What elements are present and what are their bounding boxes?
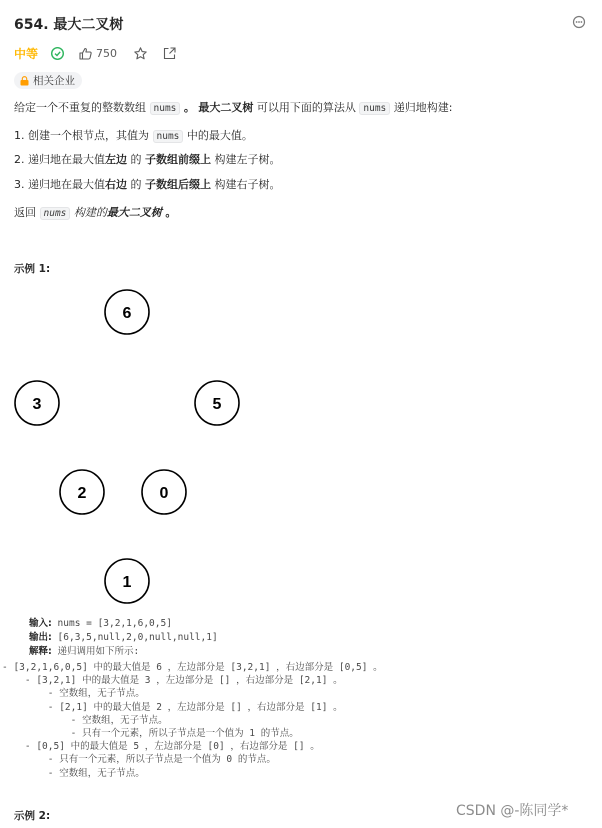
- tree-node-label: 0: [159, 485, 169, 502]
- output-line: 输出: [6,3,5,null,2,0,null,null,1]: [29, 632, 218, 643]
- explain-line: 解释: 递归调用如下所示:: [29, 646, 140, 657]
- explain-line-item: - [3,2,1,6,0,5] 中的最大值是 6 ，左边部分是 [3,2,1] ，右边部分是 [0,5] 。: [2, 662, 383, 673]
- meta-row: [14, 44, 177, 62]
- lock-icon: [20, 76, 29, 86]
- inline-code: nums: [359, 102, 390, 115]
- thumbs-up-icon: [78, 46, 93, 61]
- tree-node-label: 5: [212, 396, 222, 413]
- problem-title: 654. 最大二叉树: [14, 17, 124, 33]
- explain-line-item: - [2,1] 中的最大值是 2 ，左边部分是 [] ，右边部分是 [1] 。: [2, 701, 343, 713]
- explain-line-item: - 空数组，无子节点。: [2, 688, 145, 700]
- tree-node-label: 1: [122, 574, 132, 591]
- more-options-icon[interactable]: [572, 15, 586, 29]
- example-1-label: 示例 1:: [14, 263, 51, 275]
- inline-code: nums: [150, 102, 181, 115]
- explain-line-item: - [0,5] 中的最大值是 5 ，左边部分是 [0] ，右边部分是 [] 。: [2, 741, 320, 753]
- tag-label: 相关企业: [33, 75, 75, 87]
- related-companies-tag[interactable]: [14, 72, 82, 89]
- explain-line-item: - 空数组，无子节点。: [2, 714, 168, 726]
- tree-node-label: 3: [32, 396, 42, 413]
- step-3: 3. 递归地在最大值右边 的 子数组后缀上 构建右子树。: [14, 178, 281, 191]
- like-count: 750: [96, 46, 118, 60]
- difficulty-badge: 中等: [14, 46, 39, 61]
- star-icon[interactable]: [133, 46, 148, 61]
- step-2: 2. 递归地在最大值左边 的 子数组前缀上 构建左子树。: [14, 153, 281, 166]
- explain-line-item: - [3,2,1] 中的最大值是 3 ，左边部分是 [] ，右边部分是 [2,1] 。: [2, 675, 343, 687]
- step-1: 1. 创建一个根节点，其值为 nums 中的最大值。: [14, 129, 253, 142]
- share-icon[interactable]: [162, 46, 177, 61]
- binary-tree-diagram: [0, 280, 260, 610]
- tree-node-label: 6: [122, 305, 132, 322]
- tree-node-label: 2: [77, 485, 87, 502]
- explain-line-item: - 空数组，无子节点。: [2, 767, 145, 779]
- example-2-label: 示例 2:: [14, 810, 51, 822]
- input-line: 输入: nums = [3,2,1,6,0,5]: [29, 618, 172, 629]
- like-button[interactable]: [78, 46, 117, 61]
- explain-line-item: - 只有一个元素，所以子节点是一个值为 1 的节点。: [2, 728, 299, 739]
- solved-check-icon: [50, 46, 65, 61]
- explain-line-item: - 只有一个元素，所以子节点是一个值为 0 的节点。: [2, 754, 276, 766]
- intro-paragraph: 给定一个不重复的整数数组 nums 。 最大二叉树 可以用下面的算法从 nums 递归地构建:: [14, 101, 453, 114]
- inline-code: nums: [153, 130, 184, 143]
- return-paragraph: 返回 nums 构建的最大二叉树 。: [14, 206, 177, 219]
- watermark: CSDN @-陈同学*: [456, 803, 569, 819]
- inline-code: nums: [40, 207, 71, 220]
